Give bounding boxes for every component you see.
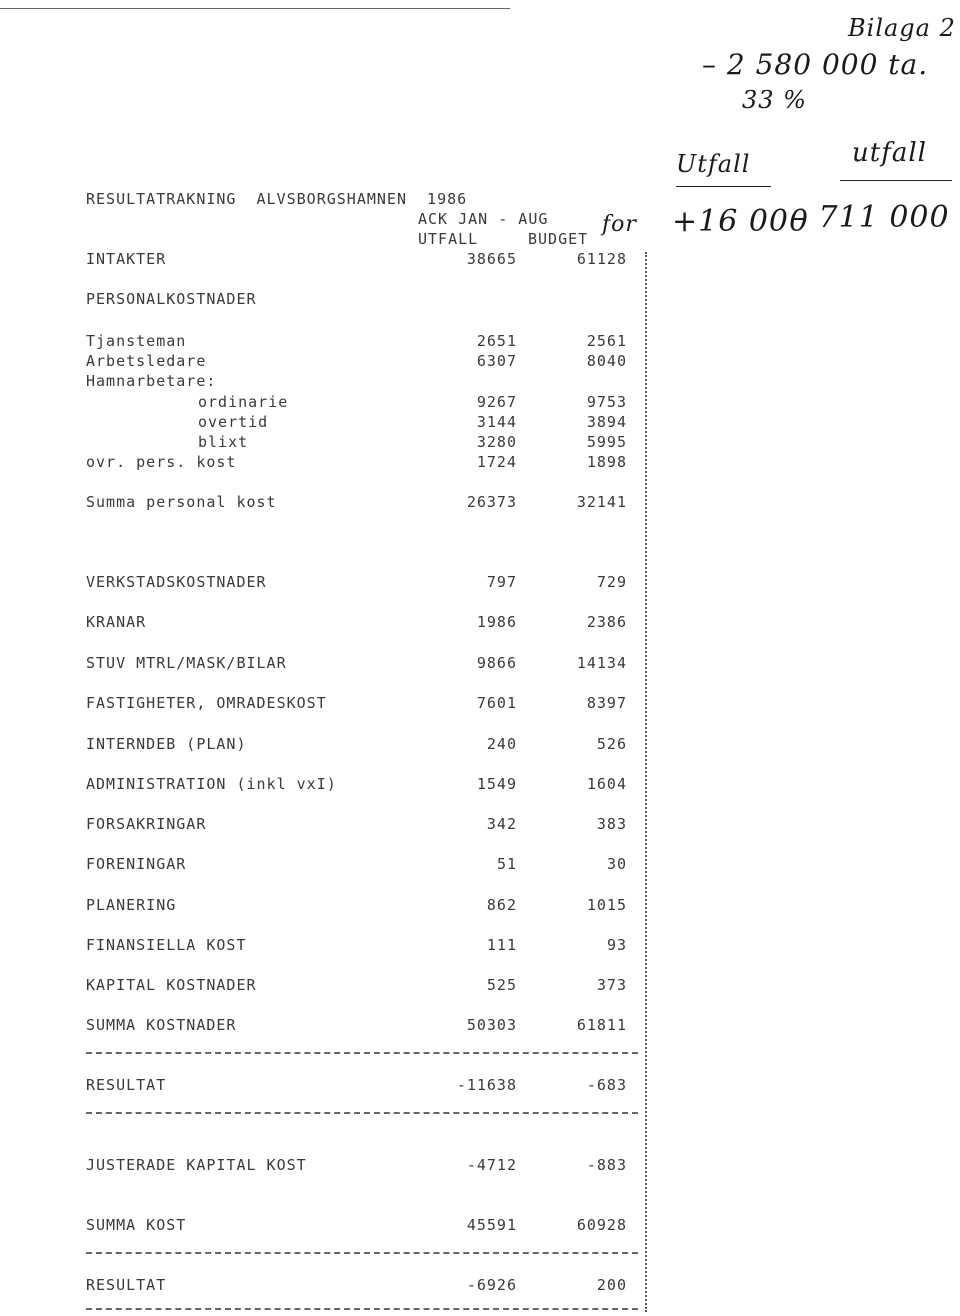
- row-outcome: 862: [486, 896, 517, 914]
- row-budget: 9753: [586, 393, 627, 411]
- row-label: Hamnarbetare:: [86, 372, 217, 390]
- handwritten-underline: [676, 186, 771, 187]
- row-outcome: 2651: [476, 332, 517, 350]
- row-budget: 1015: [586, 896, 627, 914]
- row-budget: 200: [596, 1276, 627, 1294]
- row-budget: 3894: [586, 413, 627, 431]
- handwritten-note: +16 000: [672, 204, 810, 239]
- row-label: RESULTAT: [86, 1076, 167, 1094]
- handwritten-note: Utfall: [676, 150, 751, 178]
- row-label: JUSTERADE KAPITAL KOST: [86, 1156, 307, 1174]
- row-outcome: 1724: [476, 453, 517, 471]
- handwritten-underline: [840, 180, 952, 181]
- row-outcome: 111: [486, 936, 517, 954]
- row-budget: 30: [606, 855, 627, 873]
- row-outcome: 50303: [466, 1016, 517, 1034]
- row-outcome: 3144: [476, 413, 517, 431]
- dashed-separator: [86, 1052, 638, 1054]
- handwritten-note: – 2 580 000 ta.: [702, 48, 929, 81]
- row-budget: 526: [596, 735, 627, 753]
- row-label: SUMMA KOSTNADER: [86, 1016, 237, 1034]
- row-outcome: -11638: [456, 1076, 517, 1094]
- row-outcome: 1986: [476, 613, 517, 631]
- row-outcome: 797: [486, 573, 517, 591]
- row-outcome: 6307: [476, 352, 517, 370]
- row-outcome: 51: [496, 855, 517, 873]
- row-label: KAPITAL KOSTNADER: [86, 976, 257, 994]
- row-outcome: 525: [486, 976, 517, 994]
- row-outcome: 7601: [476, 694, 517, 712]
- row-label: overtid: [198, 413, 269, 431]
- row-outcome: 9866: [476, 654, 517, 672]
- row-label: SUMMA KOST: [86, 1216, 187, 1234]
- row-outcome: 3280: [476, 433, 517, 451]
- row-outcome: 26373: [466, 493, 517, 511]
- row-budget: 373: [596, 976, 627, 994]
- report-period: ACK JAN - AUG: [418, 210, 549, 228]
- row-budget: 1604: [586, 775, 627, 793]
- row-outcome: -4712: [466, 1156, 517, 1174]
- row-label: PERSONALKOSTNADER: [86, 290, 257, 308]
- report-title: RESULTATRAKNING ALVSBORGSHAMNEN 1986: [86, 190, 468, 208]
- row-label: ovr. pers. kost: [86, 453, 237, 471]
- row-label: ADMINISTRATION (inkl vxI): [86, 775, 337, 793]
- handwritten-note: utfall: [852, 138, 927, 168]
- row-label: FORSAKRINGAR: [86, 815, 207, 833]
- row-budget: 61811: [576, 1016, 627, 1034]
- column-header-budget: BUDGET: [528, 230, 589, 248]
- row-budget: -683: [586, 1076, 627, 1094]
- scan-top-line: [0, 8, 510, 9]
- handwritten-note: 33 %: [742, 86, 807, 114]
- column-header-outcome: UTFALL: [418, 230, 479, 248]
- row-budget: 32141: [576, 493, 627, 511]
- row-budget: 383: [596, 815, 627, 833]
- row-label: FORENINGAR: [86, 855, 187, 873]
- row-label: Summa personal kost: [86, 493, 277, 511]
- handwritten-note: for: [602, 212, 637, 237]
- row-budget: 14134: [576, 654, 627, 672]
- row-budget: -883: [586, 1156, 627, 1174]
- row-label: VERKSTADSKOSTNADER: [86, 573, 267, 591]
- row-budget: 729: [596, 573, 627, 591]
- row-label: blixt: [198, 433, 249, 451]
- row-label: FASTIGHETER, OMRADESKOST: [86, 694, 327, 712]
- handwritten-note: Bilaga 2: [848, 14, 956, 42]
- row-label: RESULTAT: [86, 1276, 167, 1294]
- row-budget: 5995: [586, 433, 627, 451]
- dashed-separator: [86, 1252, 638, 1254]
- row-budget: 1898: [586, 453, 627, 471]
- row-label: KRANAR: [86, 613, 147, 631]
- row-budget: 8397: [586, 694, 627, 712]
- row-budget: 60928: [576, 1216, 627, 1234]
- row-outcome: 240: [486, 735, 517, 753]
- row-budget: 8040: [586, 352, 627, 370]
- row-outcome: 38665: [466, 250, 517, 268]
- row-outcome: 1549: [476, 775, 517, 793]
- row-outcome: 342: [486, 815, 517, 833]
- row-label: INTERNDEB (PLAN): [86, 735, 247, 753]
- row-label: Arbetsledare: [86, 352, 207, 370]
- row-budget: 61128: [576, 250, 627, 268]
- column-separator-dotted: [645, 252, 647, 1312]
- row-label: FINANSIELLA KOST: [86, 936, 247, 954]
- row-label: STUV MTRL/MASK/BILAR: [86, 654, 287, 672]
- row-budget: 2561: [586, 332, 627, 350]
- row-outcome: 9267: [476, 393, 517, 411]
- row-label: INTAKTER: [86, 250, 167, 268]
- row-budget: 2386: [586, 613, 627, 631]
- dashed-separator: [86, 1308, 638, 1310]
- row-label: ordinarie: [198, 393, 289, 411]
- handwritten-note: – 711 000: [792, 200, 950, 235]
- row-outcome: -6926: [466, 1276, 517, 1294]
- dashed-separator: [86, 1112, 638, 1114]
- row-budget: 93: [606, 936, 627, 954]
- row-label: Tjansteman: [86, 332, 187, 350]
- row-label: PLANERING: [86, 896, 177, 914]
- row-outcome: 45591: [466, 1216, 517, 1234]
